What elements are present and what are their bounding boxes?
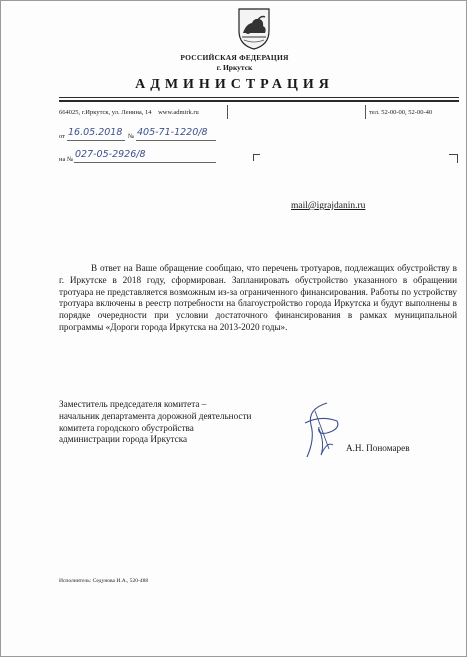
letterhead-city: г. Иркутск <box>216 63 253 72</box>
address-field-corner <box>449 154 458 163</box>
letterhead-title: АДМИНИСТРАЦИЯ <box>135 77 334 92</box>
reference-underline <box>74 162 216 163</box>
contact-separator <box>365 105 366 119</box>
date-underline <box>67 140 125 141</box>
number-label: № <box>128 133 135 140</box>
header-divider <box>59 97 459 98</box>
number-value: 405-71-1220/8 <box>137 127 208 138</box>
contact-website[interactable]: www.admirk.ru <box>158 109 199 116</box>
reference-value: 027-05-2926/8 <box>75 149 146 160</box>
date-label: от <box>59 133 66 140</box>
reference-label: на № <box>59 156 74 163</box>
position-line: начальник департамента дорожной деятельности <box>59 410 252 421</box>
position-line: Заместитель председателя комитета – <box>59 399 207 409</box>
contact-phones: тел. 52-00-00, 52-00-40 <box>369 109 433 116</box>
position-line: комитета городского обустройства <box>59 422 194 433</box>
recipient-email[interactable]: mail@igrajdanin.ru <box>291 201 366 211</box>
signatory-position <box>59 399 319 446</box>
city-coat-of-arms-icon <box>237 7 271 51</box>
letter-body <box>59 263 457 334</box>
header-divider-thick <box>59 100 459 102</box>
executor-info: Исполнитель: Седунова И.А., 520-488 <box>59 578 149 584</box>
letterhead-country: РОССИЙСКАЯ ФЕДЕРАЦИЯ <box>180 53 289 62</box>
position-line: администрации города Иркутска <box>59 434 188 445</box>
signatory-name: А.Н. Пономарев <box>346 443 410 453</box>
contact-address: 664025, г.Иркутск, ул. Ленина, 14 <box>59 109 152 116</box>
address-field-corner <box>253 154 260 161</box>
contact-address-line <box>59 109 199 116</box>
handwritten-signature <box>297 399 345 461</box>
date-value: 16.05.2018 <box>68 127 123 138</box>
body-paragraph: В ответ на Ваше обращение сообщаю, что перечень тротуаров, подлежащих обустройству в г. Иркутске в 2018 году, сформирован. Запланировать обустройство указанного в обращении тротуара не представляется возможным из-за ограниченного финансирования. Работы по устройству тротуара включены в реестр потребности на благоустройство города Иркутска и будут выполнены в порядке очередности при условии достаточного финансирования в рамках муниципальной программы «Дороги города Иркутска на 2013-2020 годы». <box>59 263 457 332</box>
contact-separator <box>227 105 228 119</box>
number-underline <box>136 140 216 141</box>
